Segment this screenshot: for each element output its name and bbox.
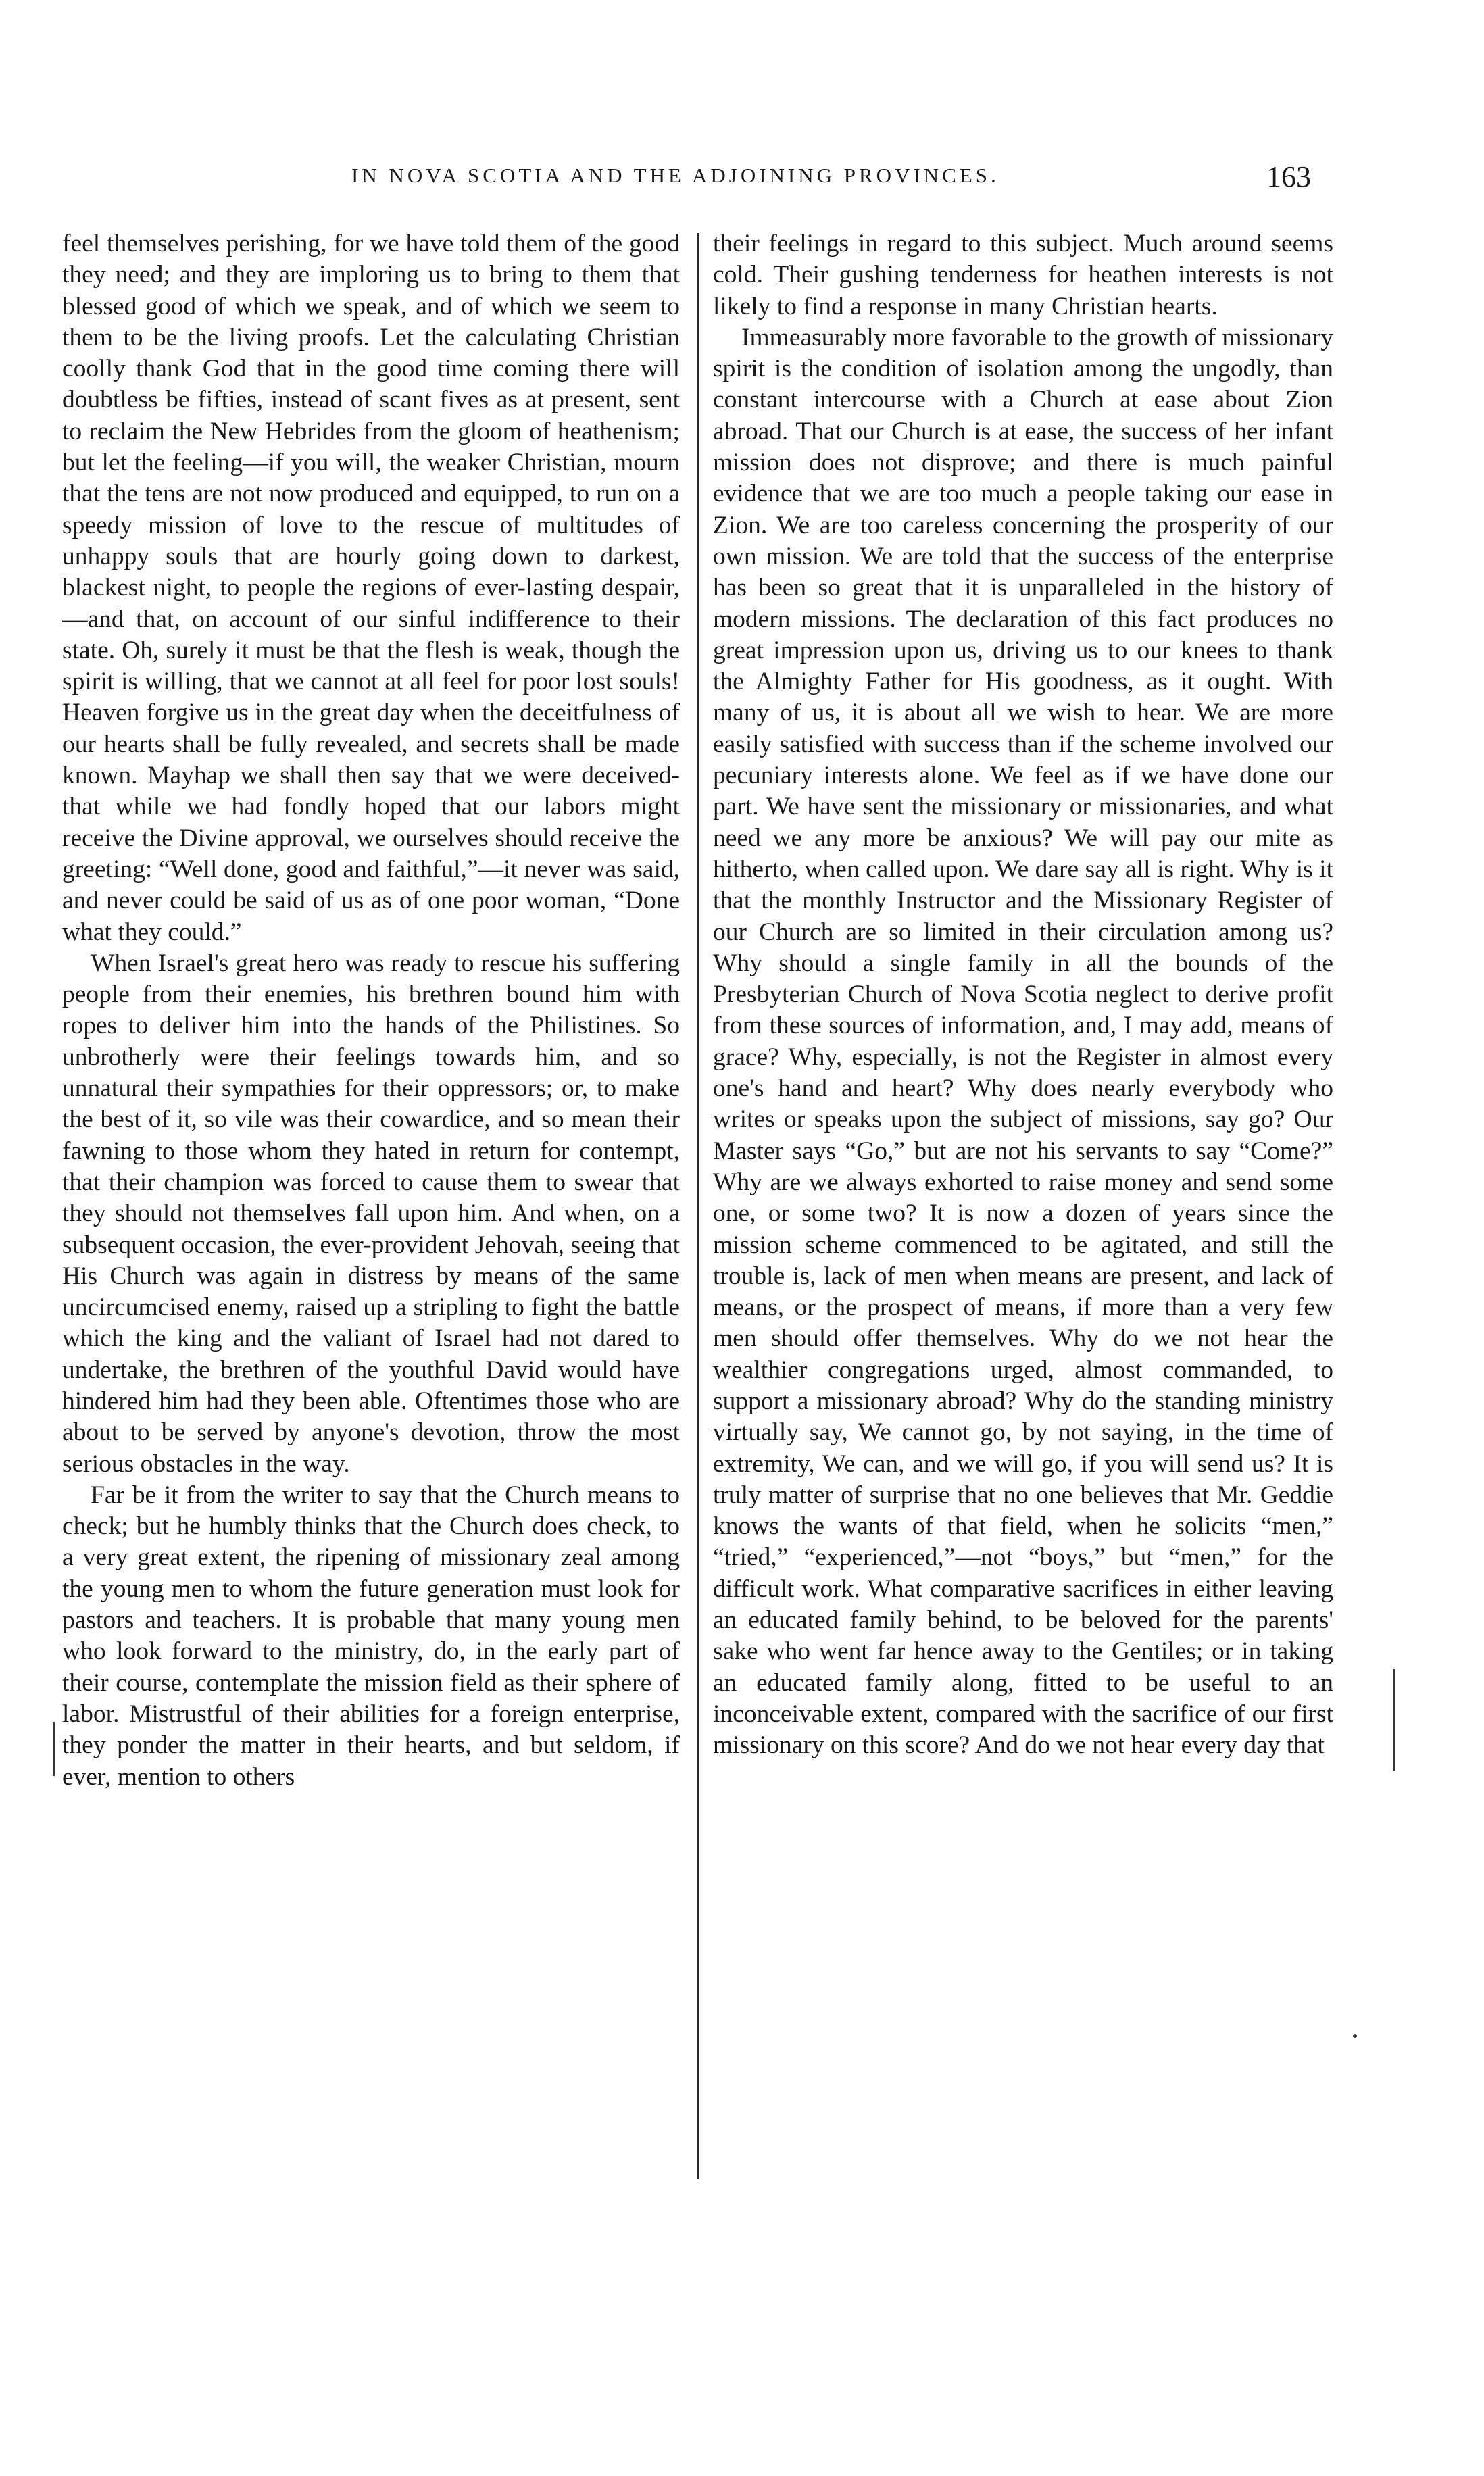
right-paragraph-1: their feelings in regard to this subject. Much around seems cold. Their gushing tenderness for heathen interests is not likely to find a response in many Christian hearts. — [713, 230, 1333, 320]
left-paragraph-2: When Israel's great hero was ready to rescue his suffering people from their enemies, his brethren bound him with ropes to deliver him into the hands of the Philistines. So unbrotherly were their feelings towards him, and so unnatural their sympathies for their oppressors; or, to make the best of it, so vile was their cowardice, and so mean their fawning to those whom they hated in return for contempt, that their champion was forced to cause them to swear that they should not themselves fall upon him. And when, on a subsequent occasion, the ever-provident Jehovah, seeing that His Church was again in distress by means of the same uncircumcised enemy, raised up a stripling to fight the battle which the king and the valiant of Israel had not dared to undertake, the brethren of the youthful David would have hindered him had they been able. Oftentimes those who are about to be served by anyone's devotion, throw the most serious obstacles in the way. — [62, 949, 680, 1478]
running-head — [351, 160, 1311, 204]
left-column — [62, 228, 680, 2175]
right-paragraph-2: Immeasurably more favorable to the growth of missionary spirit is the condition of isolation among the ungodly, than constant intercourse with a Church at ease about Zion abroad. That our Church is at ease, the success of her infant mission does not disprove; and there is much painful evidence that we are too much a people taking our ease in Zion. We are too careless concerning the prosperity of our own mission. We are told that the success of the enterprise has been so great that it is unparalleled in the history of modern missions. The declaration of this fact produces no great impression upon us, driving us to our knees to thank the Almighty Father for His goodness, as it ought. With many of us, it is about all we wish to hear. We are more easily satisfied with success than if the scheme involved our pecuniary interests alone. We feel as if we have done our part. We have sent the missionary or missionaries, and what need we any more be anxious? We will pay our mite as hitherto, when called upon. We dare say all is right. Why is it that the monthly Instructor and the Missionary Register of our Church are so limited in their circulation among us? Why should a single family in all the bounds of the Presbyterian Church of Nova Scotia neglect to derive profit from these sources of information, and, I may add, means of grace? Why, especially, is not the Register in almost every one's hand and heart? Why does nearly everybody who writes or speaks upon the subject of missions, say go? Our Master says “Go,” but are not his servants to say “Come?” Why are we always exhorted to raise money and send some one, or some two? It is now a dozen of years since the mission scheme commenced to be agitated, and still the trouble is, lack of men when means are present, and lack of means, or the prospect of means, if more than a very few men should offer themselves. Why do we not hear the wealthier congregations urged, almost commanded, to support a missionary abroad? Why do the standing ministry virtually say, We cannot go, by not saying, in the time of extremity, We can, and we will go, if you will send us? It is truly matter of surprise that no one believes that Mr. Geddie knows the wants of that field, when he solicits “men,” “tried,” “experienced,”—not “boys,” but “men,” for the difficult work. What comparative sacrifices in either leaving an educated family behind, to be beloved for the parents' sake who went far hence away to the Gentiles; or in taking an educated family along, fitted to be useful to an inconceivable extent, compared with the sacrifice of our first missionary on this score? And do we not hear every day that — [713, 323, 1333, 1760]
left-paragraph-1: feel themselves perishing, for we have told them of the good they need; and they are imploring us to bring to them that blessed good of which we speak, and of which we seem to them to be the living proofs. Let the calculating Christian coolly thank God that in the good time coming there will doubtless be fifties, instead of scant fives as at present, sent to reclaim the New Hebrides from the gloom of heathenism; but let the feeling—if you will, the weaker Christian, mourn that the tens are not now produced and equipped, to run on a speedy mission of love to the rescue of multitudes of unhappy souls that are hourly going down to darkest, blackest night, to people the regions of ever-lasting despair,—and that, on account of our sinful indifference to their state. Oh, surely it must be that the flesh is weak, though the spirit is willing, that we cannot at all feel for poor lost souls! Heaven forgive us in the great day when the deceitfulness of our hearts shall be fully revealed, and secrets shall be made known. Mayhap we shall then say that we were deceived- that while we had fondly hoped that our labors might receive the Divine approval, we ourselves should receive the greeting: “Well done, good and faithful,”—it never was said, and never could be said of us as of one poor woman, “Done what they could.” — [62, 230, 680, 946]
column-divider — [697, 233, 699, 2179]
running-title: IN NOVA SCOTIA AND THE ADJOINING PROVINCES. — [351, 164, 999, 187]
page-number: 163 — [1266, 160, 1311, 193]
right-margin-mark — [1393, 1669, 1395, 1771]
left-margin-mark — [53, 1722, 55, 1776]
margin-dot — [1353, 2034, 1357, 2038]
left-paragraph-3: Far be it from the writer to say that the Church means to check; but he humbly thinks that the Church does check, to a very great extent, the ripening of missionary zeal among the young men to whom the future generation must look for pastors and teachers. It is probable that many young men who look forward to the ministry, do, in the early part of their course, contemplate the mission field as their sphere of labor. Mistrustful of their abilities for a foreign enterprise, they ponder the matter in their hearts, and but seldom, if ever, mention to others — [62, 1481, 680, 1791]
right-column — [713, 228, 1333, 2175]
